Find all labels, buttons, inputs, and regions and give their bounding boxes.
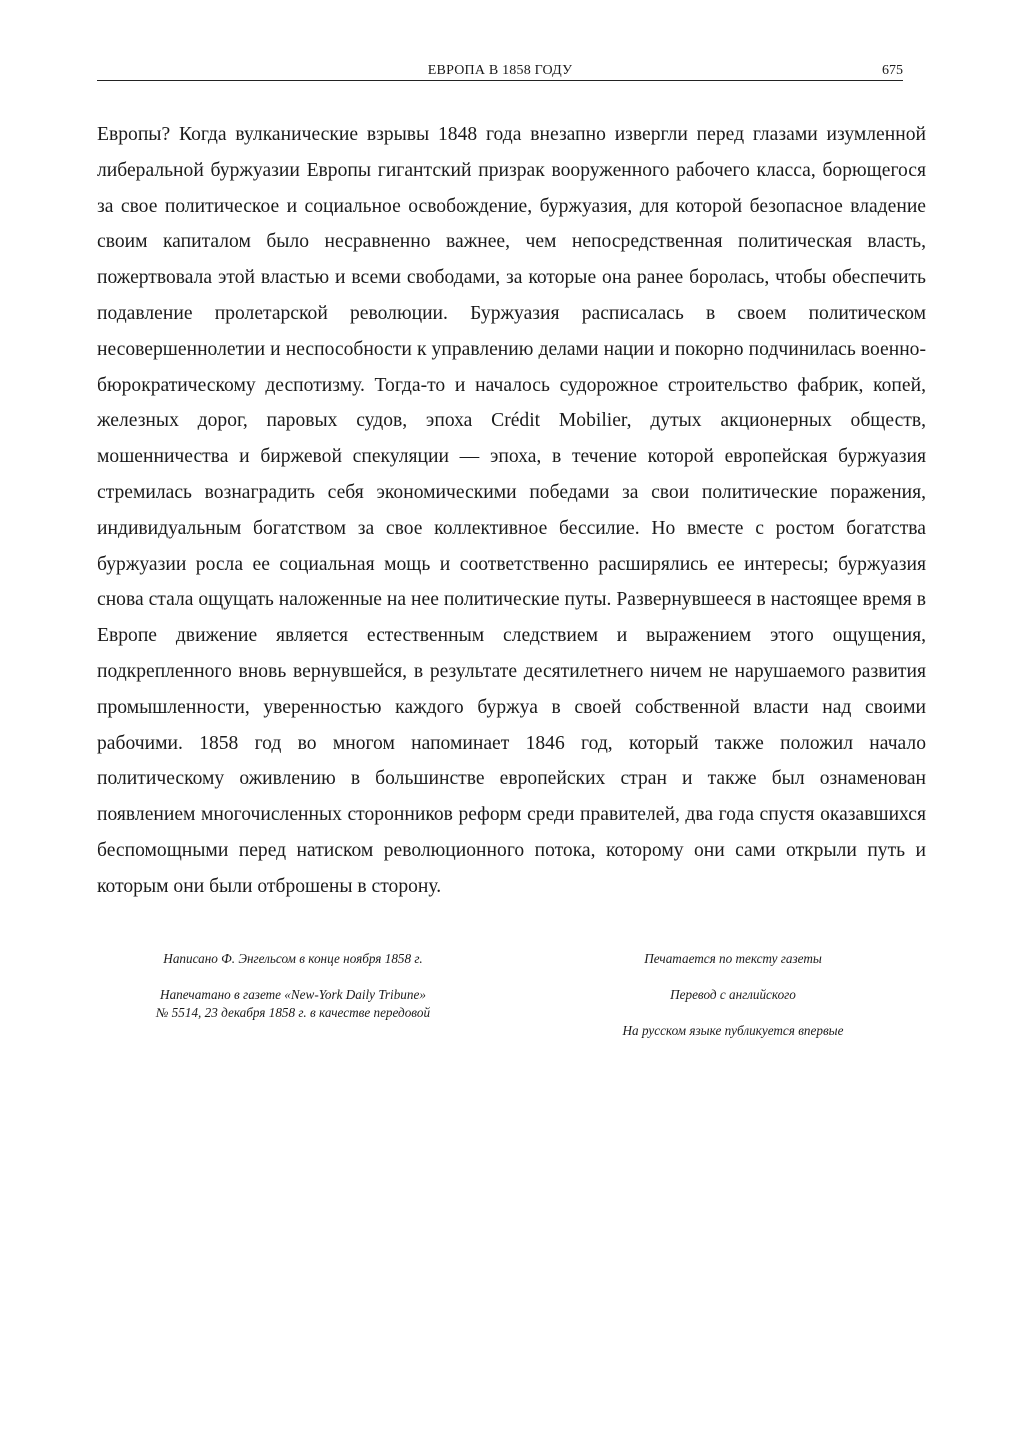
printed-note (110, 986, 476, 1022)
first-publication-note: На русском языке публикуется впервые (622, 1023, 844, 1038)
publication-notes-left (110, 950, 476, 1040)
source-note: Печатается по тексту газеты (644, 951, 822, 966)
translation-note: Перевод с английского (670, 987, 796, 1002)
body-text (97, 117, 926, 905)
publication-notes-right (560, 950, 906, 1058)
running-header (97, 60, 903, 81)
written-note: Написано Ф. Энгельсом в конце ноября 1858 г. (163, 951, 423, 966)
page-number: 675 (882, 63, 903, 78)
printed-note-line-2: № 5514, 23 декабря 1858 г. в качестве передовой (155, 1005, 431, 1020)
running-title: ЕВРОПА В 1858 ГОДУ (427, 63, 573, 78)
printed-note-line-1: Напечатано в газете «New-York Daily Tribune» (160, 987, 426, 1002)
main-paragraph: Европы? Когда вулканические взрывы 1848 года внезапно извергли перед глазами изумленной либеральной буржуазии Европы гигантский призрак вооруженного рабочего класса, борющегося за свое политическое и социальное освобождение, буржуазия, для которой безопасное владение своим капиталом было несравненно важнее, чем непосредственная политическая власть, пожертвовала этой властью и всеми свободами, за которые она ранее боролась, чтобы обеспечить подавление пролетарской революции. Буржуазия расписалась в своем политическом несовершеннолетии и неспособности к управлению делами нации и покорно подчинилась военно-бюрократическому деспотизму. Тогда-то и началось судорожное строительство фабрик, копей, железных дорог, паровых судов, эпоха Crédit Mobilier, дутых акционерных обществ, мошенничества и биржевой спекуляции — эпоха, в течение которой европейская буржуазия стремилась вознаградить себя экономическими победами за свои политические поражения, индивидуальным богатством за свое коллективное бессилие. Но вместе с ростом богатства буржуазии росла ее социальная мощь и соответственно расширялись ее интересы; буржуазия снова стала ощущать наложенные на нее политические путы. Развернувшееся в настоящее время в Европе движение является естественным следствием и выражением этого ощущения, подкрепленного вновь вернувшейся, в результате десятилетнего ничем не нарушаемого развития промышленности, уверенностью каждого буржуа в своей собственной власти над своими рабочими. 1858 год во многом напоминает 1846 год, который также положил начало политическому оживлению в большинстве европейских стран и также был ознаменован появлением многочисленных сторонников реформ среди правителей, два года спустя оказавшихся беспомощными перед натиском революционного потока, которому они сами открыли путь и которым они были отброшены в сторону. (97, 124, 926, 897)
